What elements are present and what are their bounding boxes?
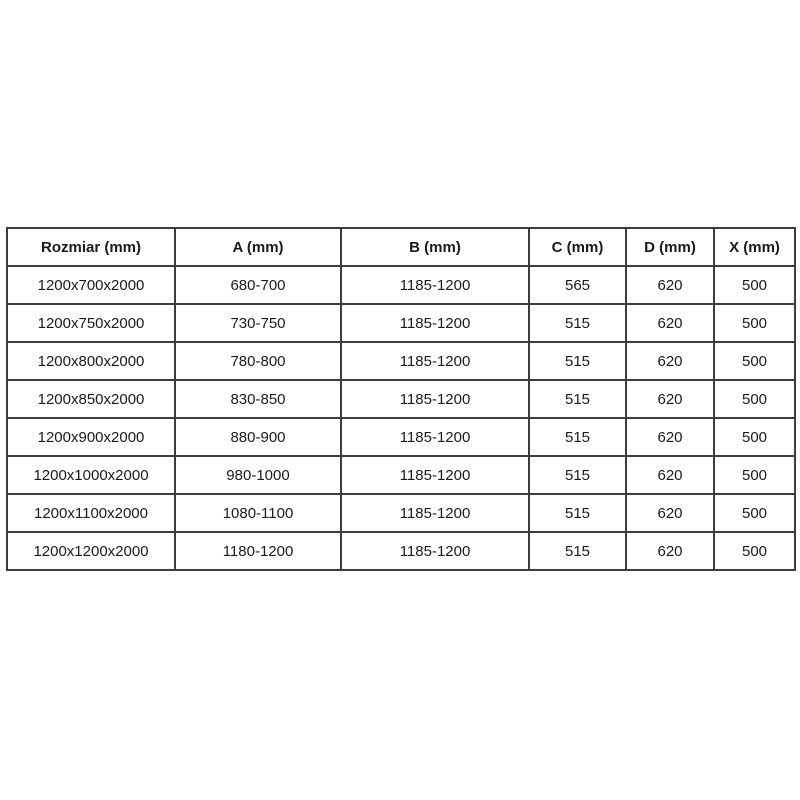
table-cell: 1185-1200	[341, 456, 529, 494]
table-cell: 515	[529, 532, 626, 570]
table-cell: 880-900	[175, 418, 341, 456]
table-cell: 620	[626, 342, 714, 380]
table-cell: 515	[529, 418, 626, 456]
spec-table-container	[6, 227, 794, 571]
table-cell: 515	[529, 494, 626, 532]
table-row	[7, 304, 795, 342]
table-cell: 1180-1200	[175, 532, 341, 570]
table-cell: 500	[714, 266, 795, 304]
table-cell: 1200x1100x2000	[7, 494, 175, 532]
table-row	[7, 494, 795, 532]
table-cell: 1200x850x2000	[7, 380, 175, 418]
table-cell: 1185-1200	[341, 304, 529, 342]
table-cell: 500	[714, 380, 795, 418]
table-cell: 500	[714, 494, 795, 532]
table-cell: 1185-1200	[341, 532, 529, 570]
table-cell: 1200x750x2000	[7, 304, 175, 342]
table-cell: 1185-1200	[341, 342, 529, 380]
table-cell: 830-850	[175, 380, 341, 418]
column-header-x: X (mm)	[714, 228, 795, 266]
column-header-b: B (mm)	[341, 228, 529, 266]
table-cell: 1200x1200x2000	[7, 532, 175, 570]
table-cell: 1185-1200	[341, 418, 529, 456]
table-row	[7, 266, 795, 304]
table-cell: 780-800	[175, 342, 341, 380]
table-cell: 620	[626, 304, 714, 342]
table-cell: 620	[626, 532, 714, 570]
table-cell: 1200x900x2000	[7, 418, 175, 456]
table-header	[7, 228, 795, 266]
table-cell: 620	[626, 266, 714, 304]
column-header-d: D (mm)	[626, 228, 714, 266]
table-cell: 730-750	[175, 304, 341, 342]
table-cell: 980-1000	[175, 456, 341, 494]
table-cell: 500	[714, 532, 795, 570]
table-row	[7, 342, 795, 380]
table-row	[7, 418, 795, 456]
table-cell: 620	[626, 456, 714, 494]
header-row	[7, 228, 795, 266]
table-cell: 1080-1100	[175, 494, 341, 532]
table-body	[7, 266, 795, 570]
table-cell: 1185-1200	[341, 266, 529, 304]
table-cell: 620	[626, 418, 714, 456]
table-cell: 500	[714, 304, 795, 342]
table-cell: 680-700	[175, 266, 341, 304]
table-cell: 620	[626, 494, 714, 532]
table-cell: 515	[529, 304, 626, 342]
table-cell: 1185-1200	[341, 494, 529, 532]
table-row	[7, 380, 795, 418]
dimensions-table	[6, 227, 796, 571]
table-cell: 1200x800x2000	[7, 342, 175, 380]
table-row	[7, 532, 795, 570]
table-cell: 515	[529, 380, 626, 418]
table-cell: 1200x700x2000	[7, 266, 175, 304]
table-row	[7, 456, 795, 494]
table-cell: 515	[529, 456, 626, 494]
table-cell: 515	[529, 342, 626, 380]
table-cell: 565	[529, 266, 626, 304]
column-header-c: C (mm)	[529, 228, 626, 266]
table-cell: 1200x1000x2000	[7, 456, 175, 494]
table-cell: 500	[714, 418, 795, 456]
column-header-rozmiar: Rozmiar (mm)	[7, 228, 175, 266]
table-cell: 500	[714, 456, 795, 494]
table-cell: 1185-1200	[341, 380, 529, 418]
table-cell: 500	[714, 342, 795, 380]
column-header-a: A (mm)	[175, 228, 341, 266]
table-cell: 620	[626, 380, 714, 418]
